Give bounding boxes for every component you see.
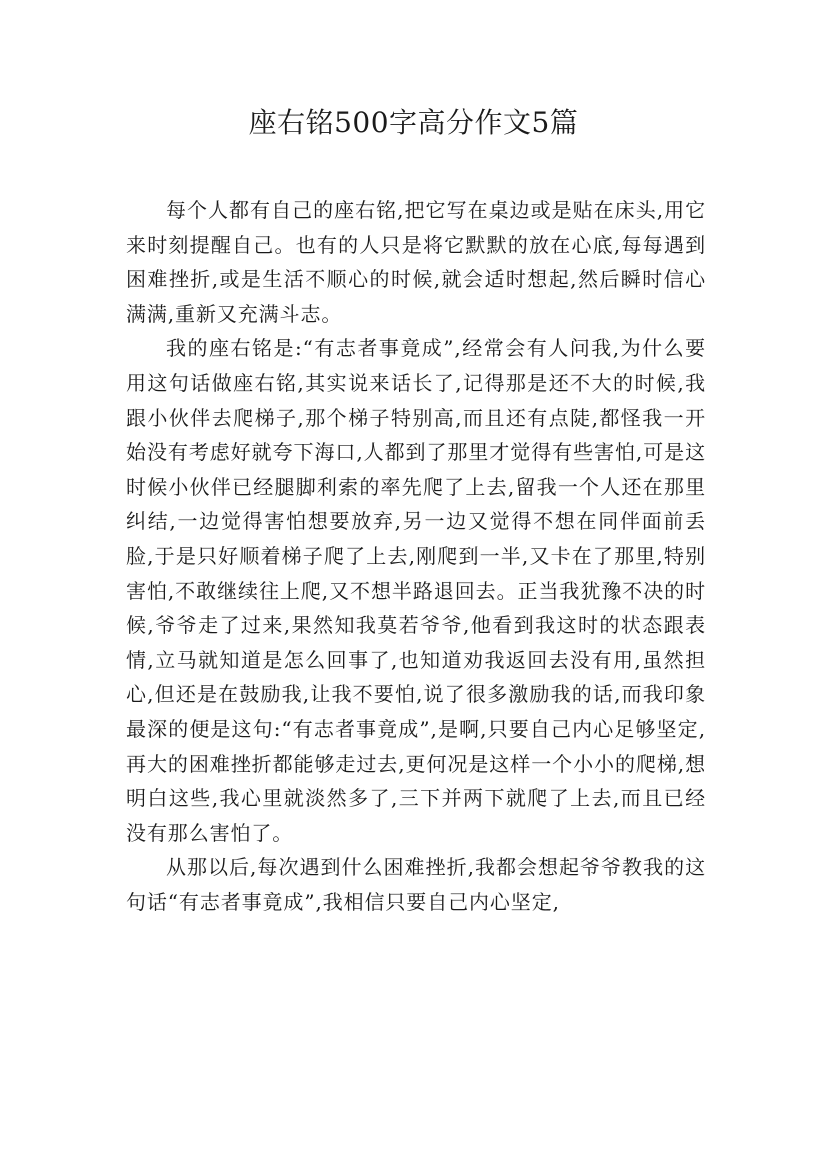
document-body [126,193,706,919]
document-title: 座右铭500字高分作文5篇 [248,106,579,139]
paragraph-2: 我的座右铭是:“有志者事竟成”,经常会有人问我,为什么要用这句话做座右铭,其实说来话长了,记得那是还不大的时候,我跟小伙伴去爬梯子,那个梯子特别高,而且还有点陡,都怪我一开始没有考虑好就夸下海口,人都到了那里才觉得有些害怕,可是这时候小伙伴已经腿脚利索的率先爬了上去,留我一个人还在那里纠结,一边觉得害怕想要放弃,另一边又觉得不想在同伴面前丢脸,于是只好顺着梯子爬了上去,刚爬到一半,又卡在了那里,特别害怕,不敢继续往上爬,又不想半路退回去。正当我犹豫不决的时候,爷爷走了过来,果然知我莫若爷爷,他看到我这时的状态跟表情,立马就知道是怎么回事了,也知道劝我返回去没有用,虽然担心,但还是在鼓励我,让我不要怕,说了很多激励我的话,而我印象最深的便是这句:“有志者事竟成”,是啊,只要自己内心足够坚定,再大的困难挫折都能够走过去,更何况是这样一个小小的爬梯,想明白这些,我心里就淡然多了,三下并两下就爬了上去,而且已经没有那么害怕了。 [126,336,706,845]
paragraph-3: 从那以后,每次遇到什么困难挫折,我都会想起爷爷教我的这句话“有志者事竟成”,我相信只要自己内心坚定, [126,855,706,914]
paragraph-1: 每个人都有自己的座右铭,把它写在桌边或是贴在床头,用它来时刻提醒自己。也有的人只是将它默默的放在心底,每每遇到困难挫折,或是生活不顺心的时候,就会适时想起,然后瞬时信心满满,重新又充满斗志。 [126,198,706,326]
